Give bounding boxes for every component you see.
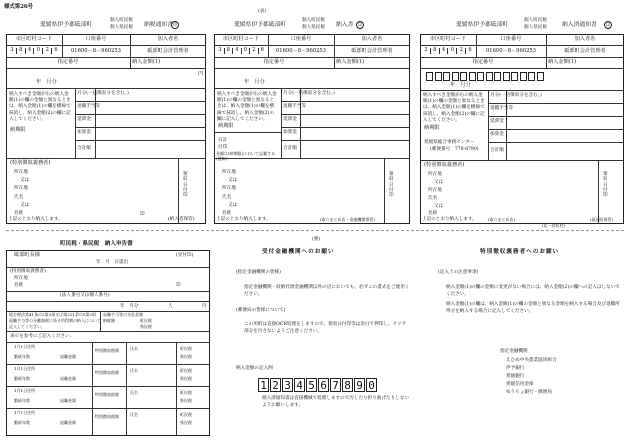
slip1-period-label: 年 月分	[36, 79, 57, 85]
slip1-footer: 上記のとおり納入します。	[8, 217, 63, 222]
detail-corp-number-label: (法人番号又は個人番号)	[60, 293, 110, 298]
slip2-keep-label: (取りまとめ店・金融機関保管)	[320, 217, 376, 222]
detail-address-label: 所在地	[14, 276, 28, 281]
detail-row-1: 地方税法第41条の2第3項又は第321条の5第3項	[9, 312, 96, 317]
slip3-period-label: 年 月分	[450, 82, 471, 88]
slip1-side-row-3: 延滞金	[77, 117, 91, 122]
slip3-account-number: 01600－8－960253	[486, 48, 536, 54]
slip3-keep-label: (砥部町保管)	[590, 217, 614, 222]
slip1-side-row-5: 合計額	[77, 146, 91, 151]
back-bank-5: ゆうちょ銀行・郵便局	[506, 390, 552, 395]
slip1-side-row-4: 加算金	[77, 130, 91, 135]
slip3-center-label: 愛媛県総合事務センター	[424, 140, 475, 145]
slip2-code-label: 市区町村コード	[222, 36, 260, 42]
slip1-subscriber: 砥部町会計管理者	[147, 48, 189, 54]
back-right-text-2: 納入金額(1)の欄は、納入金額(1)の欄の金額と異なる金額を納入する場合及び退職所得分を納入する場合に記入してください。	[446, 302, 620, 314]
slip3-side-row-1: 月分(一括徴収分を含む。)	[490, 93, 542, 98]
back-header: (裏)	[312, 237, 321, 242]
slip3-tax-type-2: 個人県民税	[524, 25, 547, 30]
slip1-receipt-label: 領収日付印	[183, 172, 188, 199]
detail-unit-yen: 円	[202, 304, 207, 309]
detail-unit-person: 人	[168, 304, 173, 309]
back-left-section-2: (郵便局の皆様について)	[236, 308, 286, 313]
slip2-side-row-1: 月分(一括徴収分を含む。)	[283, 91, 335, 96]
slip1-code-digits: 3 8 4 0 2 6	[8, 48, 60, 54]
detail-tax-office-label: (特別徴収義務者)	[10, 269, 46, 274]
slip3-tax-type-1: 個人町民税	[524, 18, 547, 23]
back-right-text-1: 納入金額(1)の欄の金額に変更がない場合には、納入金額(2)の欄への記入はしないでください。	[446, 285, 620, 297]
detail-value-4: 県民税	[140, 324, 152, 329]
back-ocr-label: 納入金額の記入例	[236, 366, 273, 371]
slip3-title: 納入済通知書	[562, 22, 597, 28]
slip3-municipality: 愛媛県伊予郡砥部町	[456, 22, 509, 28]
detail-value-2: 納税額	[103, 318, 115, 323]
slip1-keep-label: (納入者保管)	[168, 217, 195, 222]
slip3-address-label-4: 氏名	[428, 196, 438, 201]
cut-line	[6, 230, 624, 231]
detail-period-label: 年 月分	[120, 304, 139, 309]
slip3-account-label: 口座番号	[500, 36, 522, 42]
slip2-side-row-4: 加算金	[283, 130, 297, 135]
slip2-amount-label: 納入金額(1)	[336, 59, 365, 65]
slip3-address-label-6: 名称	[428, 211, 438, 216]
slip1-due-label: 納期限	[10, 127, 26, 133]
detail-name-label: 名称	[14, 283, 24, 288]
detail-value-1: 退職手当等の支払金額	[103, 312, 143, 317]
slip1-address-label-5: 又は	[20, 203, 30, 208]
slip3-address-label-1: 所在地	[428, 172, 442, 177]
slip3-code-label: 市区町村コード	[429, 36, 467, 42]
slip2-title: 納入書	[336, 22, 354, 28]
slip2-tax-type-2: 個人県民税	[302, 25, 325, 30]
detail-title: 町民税・県民税 納入申告書	[60, 241, 133, 247]
slip2-due-label: 納期限	[218, 123, 234, 129]
slip2-code-digits: 3 8 4 0 2 6	[216, 48, 266, 54]
slip3-receipt-label: 領収日付印	[603, 172, 608, 199]
slip3-subscriber-label: 加入者名	[574, 36, 596, 42]
slip3-address-label-3: 所在地	[428, 188, 442, 193]
slip1-tax-type-2: 個人県民税	[110, 25, 133, 30]
slip3-circle-seal-icon: 印	[605, 22, 611, 27]
back-ocr-note: 納入済通知書は直接機械で処理しますので汚したり折り曲げたりしないようお願いします。	[262, 396, 410, 408]
detail-row-2: 退職手当等の分離課税に係る所得割の納入について	[9, 318, 101, 323]
slip2-subscriber-label: 加入者名	[361, 36, 383, 42]
slip1-seal: 印	[140, 212, 145, 217]
slip2-address-label-2: 又は	[228, 178, 238, 183]
slip2-side-row-3: 延滞金	[283, 117, 297, 122]
slip1-address-label-1: 所在地	[14, 170, 28, 175]
detail-row-3: 記入してください。	[9, 324, 45, 329]
slip2-side-row-5: 合計額	[283, 146, 297, 151]
slip1-tax-type-1: 個人町民税	[110, 18, 133, 23]
slip3-instruction: 納入すべき金額が右の納入金額(1)の欄の金額と異なるときは、納入金額(1)の欄を横線で抹消し、納入金額(2)の欄に記入してください。	[423, 93, 485, 123]
back-bank-1: えひめ中央農業協同組合	[506, 358, 557, 363]
slip1-address-label-4: 氏名	[14, 195, 24, 200]
slip2-circle-seal-icon: 印	[357, 22, 363, 27]
slip1-tax-office-label: (特別徴収義務者)	[10, 160, 51, 166]
slip1-account-number: 01600－8－960253	[71, 48, 121, 54]
slip1-designated-label: 指定番号	[57, 59, 79, 65]
slip2-subscriber: 砥部町会計管理者	[351, 48, 393, 54]
slip2-side-row-2: 退職手当等	[283, 104, 306, 109]
slip3-amount-label: 納入金額(1)	[548, 59, 577, 65]
slip2-address-label-5: 又は	[228, 203, 238, 208]
slip2-address-label-1: 所在地	[222, 170, 236, 175]
detail-receipt-stamp-label: (受付印)	[176, 253, 194, 258]
slip3-side-row-3: 延滞金	[490, 119, 504, 124]
slip1-address-label-6: 名称	[14, 211, 24, 216]
slip2-receipt-row-2: 付印	[218, 145, 228, 150]
slip2-address-label-4: 氏名	[222, 195, 232, 200]
detail-seal: 印	[176, 283, 181, 288]
slip1-municipality: 愛媛県伊予郡砥部町	[40, 22, 93, 28]
back-left-title: 受付金融機関へのお願い	[262, 249, 335, 255]
slip3-center-code: (郵便番号 770-8790)	[430, 147, 479, 152]
detail-value-3: 町民税	[140, 318, 152, 323]
slip1-circle-seal-icon: 印	[172, 22, 178, 27]
slip3-shop-label: (取りまとめ店)	[488, 217, 516, 222]
slip1-amount-label: 納入金額(1)	[132, 59, 161, 65]
slip3-side-row-2: 退職手当等	[490, 106, 513, 111]
slip2-tax-type-1: 個人町民税	[302, 18, 325, 23]
slip2-designated-label: 指定番号	[263, 59, 285, 65]
slip3-address-label-5: 又は	[434, 204, 444, 209]
slip2-receipt-row-1: 日計	[218, 138, 228, 143]
back-left-text-1: 指定金融機関・収納代理金融機関以外の店においても、必ずこの書式をご使用ください。	[244, 285, 410, 297]
slip1-side-row-1: 月分(一括徴収分を含む。)	[77, 91, 129, 96]
back-left-text-2: この用紙は直接OCR処理をしますので、領収日付印等は余白で押印し、クリア部分を汚さないようご注意ください。	[244, 322, 407, 334]
slip1-title: 納税通知書	[144, 22, 173, 28]
slip1-code-label: 市区町村コード	[15, 36, 53, 42]
slip3-address-label-2: 又は	[434, 180, 444, 185]
slip2-account-label: 口座番号	[290, 36, 312, 42]
slip3-side-row-4: 加算金	[490, 132, 504, 137]
slip1-subscriber-label: 加入者名	[157, 36, 179, 42]
slip2-municipality: 愛媛県伊予郡砥部町	[234, 22, 287, 28]
slip3-ocr-boxes	[426, 72, 544, 81]
slip1-address-label-2: 又は	[20, 178, 30, 183]
slip3-designated-label: 指定番号	[472, 59, 494, 65]
slip2-receipt-label: 領収日付印	[389, 172, 394, 199]
slip3-footer: 上記のとおり納入します。	[422, 217, 477, 222]
slip2-footer: 上記のとおり納入します。	[216, 217, 271, 222]
slip3-code-digits: 3 8 4 0 2 6	[422, 48, 474, 54]
detail-date-label: 年 月 日提出	[96, 260, 129, 265]
slip3-subscriber: 砥部町会計管理者	[564, 48, 606, 54]
slip2-address-label-3: 所在地	[222, 186, 236, 191]
slip3-side-row-5: 合計額	[490, 148, 504, 153]
back-bank-3: 愛媛銀行	[506, 374, 525, 379]
back-right-section-1: (記入上の注意事項)	[438, 270, 479, 275]
slip2-period-label: 年 月分	[244, 79, 265, 85]
slip1-yen: 円	[198, 71, 204, 77]
back-right-title: 特別徴収義務者へのお願い	[480, 249, 560, 255]
detail-mayor-label: 砥部町長様	[14, 252, 40, 258]
slip2-address-label-6: 名称	[222, 211, 232, 216]
slip3-tax-office-label: (特別徴収義務者)	[424, 162, 465, 168]
slip3-due-label: 納期限	[424, 125, 440, 131]
back-bank-4: 愛媛信用金庫	[506, 382, 534, 387]
back-banks-title: 指定金融機関	[500, 349, 528, 354]
slip2-account-number: 01600－8－960253	[276, 48, 326, 54]
back-bank-2: 伊予銀行	[506, 366, 525, 371]
slip2-reason-note: 金額は(納期限)において記載する(通知)	[216, 151, 276, 161]
slip1-address-label-3: 所在地	[14, 186, 28, 191]
slip1-account-label: 口座番号	[85, 36, 107, 42]
form-number: 様式第26号	[4, 4, 34, 10]
slip3-shop-note: (店一括町村)	[542, 223, 566, 228]
slip1-instruction: 納入すべき金額が右の納入金額(1)の欄の金額と異なるときは、納入金額(1)の欄を横線で抹消し、納入金額(2)の欄に記入してください。	[9, 92, 71, 122]
slip2-front-label: (表)	[258, 9, 267, 14]
detail-table-head: 表示を参考にご記入ください。	[10, 334, 75, 339]
back-ocr-sample: 1 2 3 4 5 6 7 8 9 0	[258, 378, 377, 392]
slip1-side-row-2: 退職手当等	[77, 104, 100, 109]
back-left-section-1: (指定金融機関の皆様)	[236, 270, 281, 275]
slip2-instruction: 納入すべき金額が右の納入金額(1)の欄の金額と異なるときは、納入金額(1)の欄を横線で抹消し、納入金額(2)の欄に記入してください。	[217, 92, 277, 122]
